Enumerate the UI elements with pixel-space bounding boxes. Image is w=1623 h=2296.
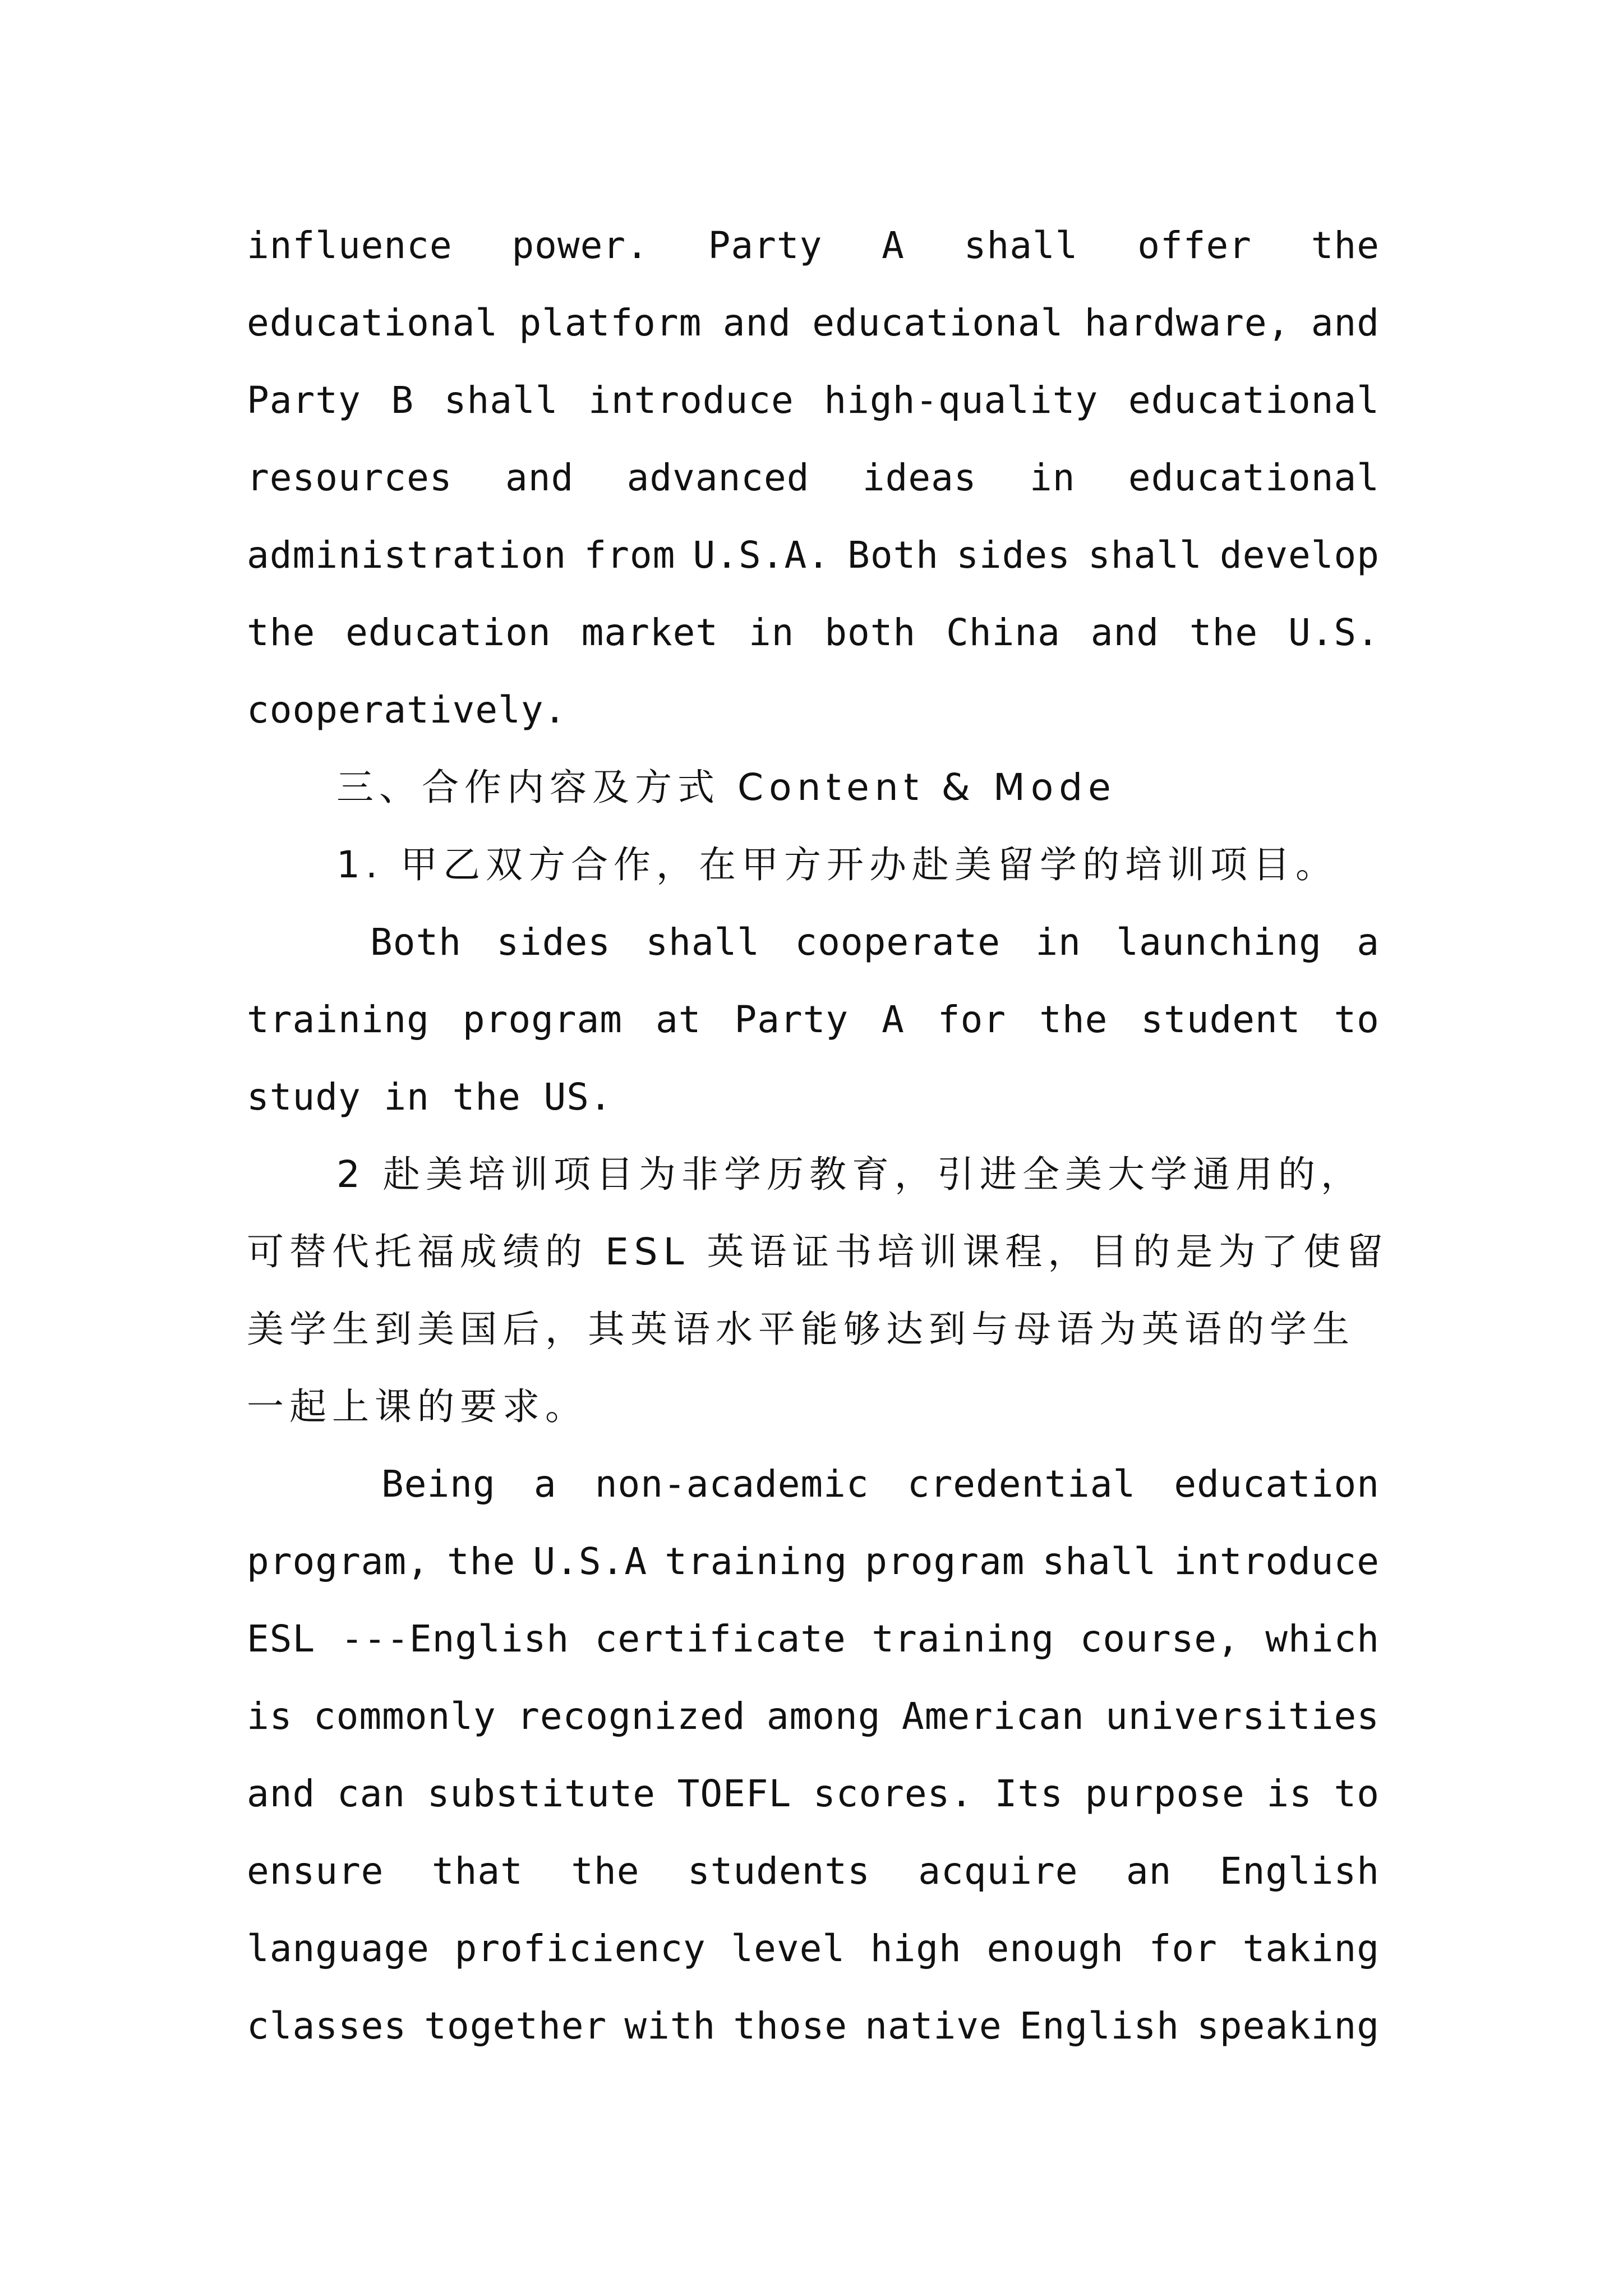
word: shall <box>1088 533 1202 577</box>
word: language <box>247 1927 430 1970</box>
word: shall <box>645 921 760 964</box>
word: Its <box>994 1772 1063 1815</box>
word: enough <box>986 1927 1124 1970</box>
text-line <box>247 1534 1380 1590</box>
word: students <box>687 1849 870 1893</box>
word: a <box>1357 921 1380 964</box>
word: substitute <box>427 1772 656 1815</box>
word: ---English <box>340 1617 570 1660</box>
word: the <box>571 1849 640 1893</box>
word: educational <box>1128 456 1380 499</box>
word: influence <box>247 224 453 267</box>
word: program <box>462 998 623 1041</box>
word: advanced <box>626 456 810 499</box>
word: in <box>1029 456 1076 499</box>
word: training <box>665 1540 848 1583</box>
word: acquire <box>918 1849 1078 1893</box>
word: the <box>447 1540 516 1583</box>
text-line <box>247 1688 1380 1745</box>
item-1-zh: 1. 甲乙双方合作，在甲方开办赴美留学的培训项目。 <box>336 843 1338 886</box>
item-2-zh-line: 一起上课的要求。 <box>247 1385 588 1428</box>
word: program <box>865 1540 1025 1583</box>
text-line <box>370 914 1380 970</box>
word: high <box>870 1927 962 1970</box>
word: educational <box>812 301 1064 344</box>
word: and <box>1090 611 1159 654</box>
word: Party <box>708 224 823 267</box>
word: launching <box>1116 921 1322 964</box>
word: A <box>882 998 905 1041</box>
word: can <box>336 1772 406 1815</box>
word: TOEFL <box>677 1772 792 1815</box>
word: shall <box>444 379 559 422</box>
word: training <box>872 1617 1055 1660</box>
word: English <box>1019 2004 1179 2047</box>
text-line <box>247 1921 1380 1977</box>
word: power. <box>511 224 649 267</box>
word: with <box>624 2004 716 2047</box>
word: taking <box>1242 1927 1380 1970</box>
word: from <box>584 533 676 577</box>
word: in <box>1035 921 1081 964</box>
word: scores. <box>813 1772 974 1815</box>
word: the <box>1311 224 1380 267</box>
word: and <box>505 456 574 499</box>
word: which <box>1265 1617 1380 1660</box>
word: Being <box>381 1462 496 1506</box>
word: at <box>656 998 702 1041</box>
word: level <box>731 1927 846 1970</box>
word: training <box>247 998 430 1041</box>
word: those <box>733 2004 848 2047</box>
text-line <box>247 295 1380 351</box>
word: high-quality <box>824 379 1099 422</box>
word: introduce <box>588 379 794 422</box>
word: U.S.A <box>533 1540 648 1583</box>
word: sides <box>956 533 1071 577</box>
word: certificate <box>594 1617 846 1660</box>
word: educational <box>247 301 499 344</box>
word: the <box>1039 998 1108 1041</box>
word: A <box>882 224 905 267</box>
word: to <box>1334 1772 1380 1815</box>
word: is <box>247 1695 293 1738</box>
word: introduce <box>1174 1540 1380 1583</box>
text-line <box>247 605 1380 661</box>
word: and <box>1311 301 1380 344</box>
word: offer <box>1137 224 1252 267</box>
word: universities <box>1105 1695 1380 1738</box>
word: ESL <box>247 1617 316 1660</box>
item-2-zh-line: 可替代托福成绩的 ESL 英语证书培训课程，目的是为了使留 <box>247 1230 1389 1273</box>
word: shall <box>963 224 1078 267</box>
word: program, <box>247 1540 430 1583</box>
word: proficiency <box>454 1927 706 1970</box>
word: the <box>247 611 316 654</box>
word: sides <box>496 921 611 964</box>
word: and <box>247 1772 316 1815</box>
word: among <box>766 1695 881 1738</box>
text-line <box>247 1766 1380 1822</box>
item-2-zh-line: 2 赴美培训项目为非学历教育，引进全美大学通用的， <box>336 1153 1363 1196</box>
word: classes <box>247 2004 407 2047</box>
section-heading: 三、合作内容及方式 Content & Mode <box>336 766 1117 809</box>
word: the <box>1189 611 1258 654</box>
word: Both <box>370 921 462 964</box>
word: is <box>1266 1772 1312 1815</box>
word: a <box>533 1462 557 1506</box>
word: speaking <box>1197 2004 1380 2047</box>
word: that <box>431 1849 523 1893</box>
word: Party <box>734 998 849 1041</box>
word: and <box>722 301 791 344</box>
word: shall <box>1042 1540 1157 1583</box>
text-line: study in the US. <box>247 1075 612 1119</box>
word: U.S. <box>1288 611 1380 654</box>
text-line <box>381 1456 1380 1512</box>
word: B <box>391 379 414 422</box>
word: native <box>865 2004 1002 2047</box>
text-line <box>247 1843 1380 1899</box>
word: China <box>946 611 1061 654</box>
item-2-zh-line: 美学生到美国后，其英语水平能够达到与母语为英语的学生 <box>247 1308 1355 1351</box>
word: platform <box>519 301 702 344</box>
word: education <box>1174 1462 1380 1506</box>
word: English <box>1219 1849 1380 1893</box>
word: an <box>1126 1849 1172 1893</box>
text-line <box>247 1611 1380 1667</box>
word: together <box>424 2004 607 2047</box>
word: student <box>1141 998 1301 1041</box>
word: commonly <box>313 1695 496 1738</box>
word: educational <box>1128 379 1380 422</box>
text-line: cooperatively. <box>247 688 567 731</box>
word: non-academic <box>594 1462 869 1506</box>
word: Both <box>847 533 939 577</box>
word: Party <box>247 379 361 422</box>
word: hardware, <box>1084 301 1290 344</box>
word: for <box>1149 1927 1218 1970</box>
word: market <box>581 611 719 654</box>
text-line <box>247 218 1380 274</box>
text-line <box>247 527 1380 583</box>
word: administration <box>247 533 567 577</box>
text-line <box>247 1998 1380 2054</box>
word: American <box>901 1695 1085 1738</box>
word: to <box>1334 998 1380 1041</box>
word: recognized <box>517 1695 746 1738</box>
word: resources <box>247 456 453 499</box>
word: cooperate <box>795 921 1001 964</box>
word: ensure <box>247 1849 384 1893</box>
text-line <box>247 992 1380 1048</box>
word: credential <box>907 1462 1136 1506</box>
word: education <box>345 611 551 654</box>
word: in <box>748 611 795 654</box>
word: course, <box>1080 1617 1240 1660</box>
word: for <box>937 998 1007 1041</box>
word: develop <box>1219 533 1380 577</box>
word: ideas <box>862 456 977 499</box>
word: both <box>824 611 916 654</box>
text-line <box>247 450 1380 506</box>
word: U.S.A. <box>693 533 830 577</box>
word: purpose <box>1085 1772 1245 1815</box>
text-line <box>247 372 1380 429</box>
